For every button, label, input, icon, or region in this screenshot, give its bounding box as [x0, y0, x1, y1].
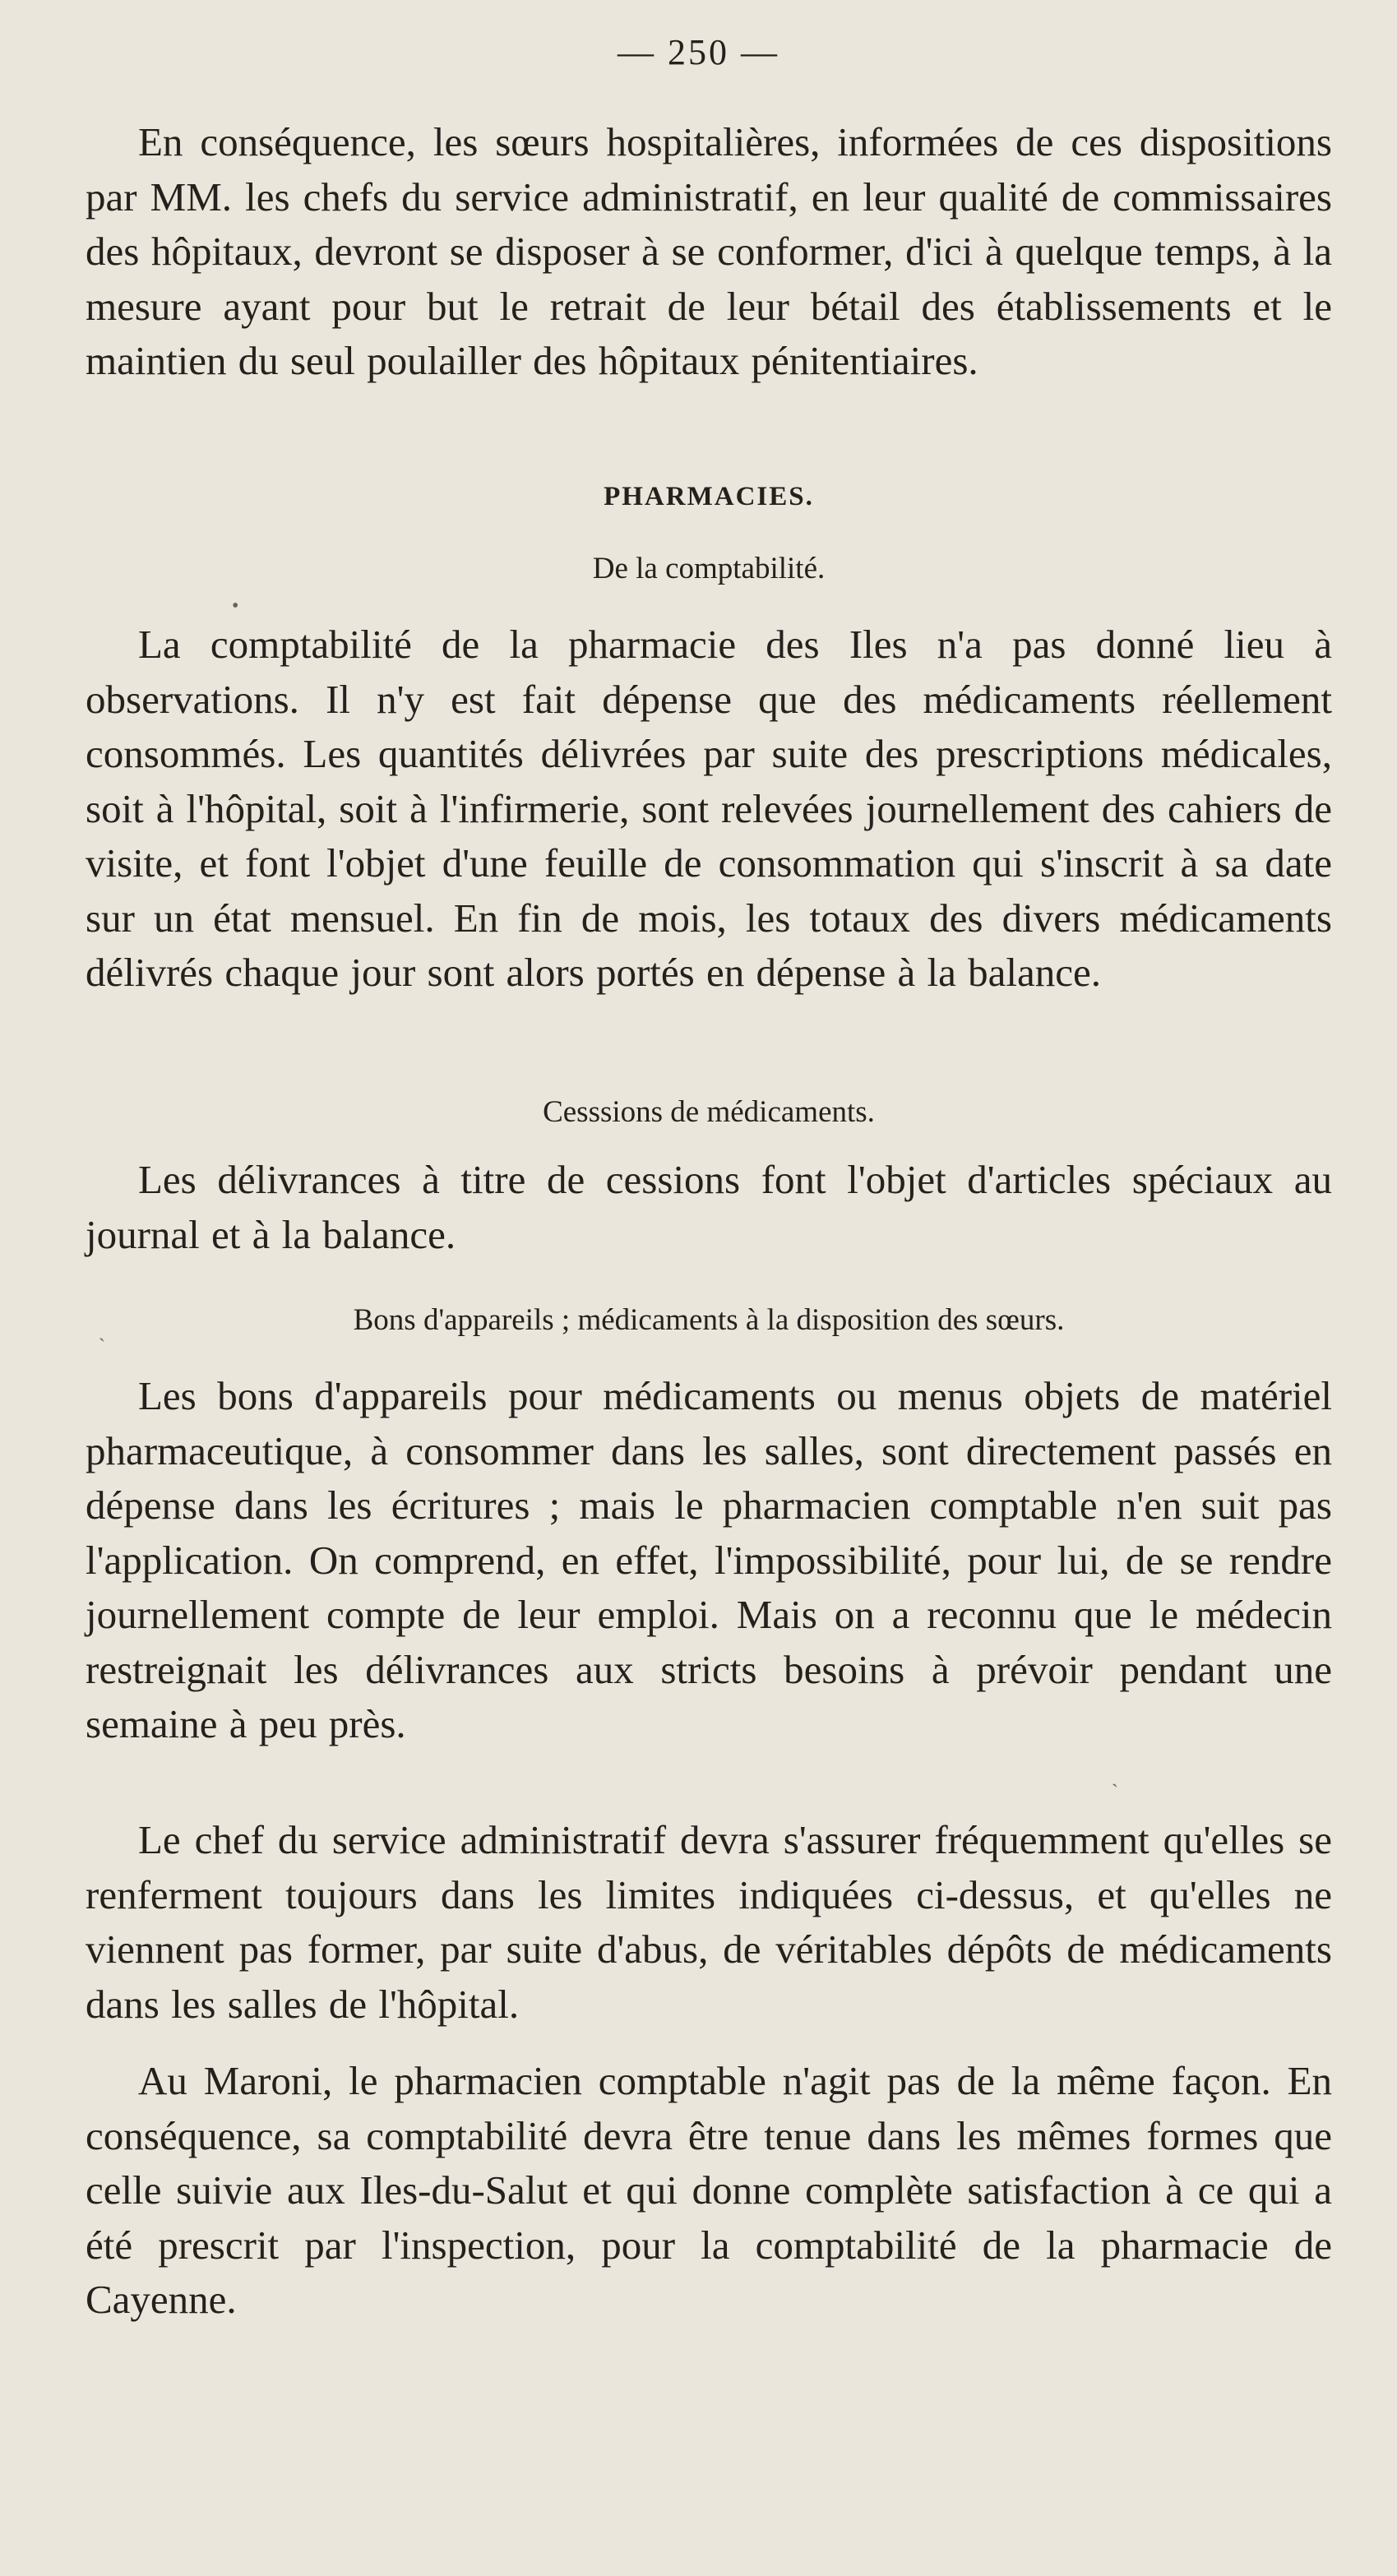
- sub-heading-cessions: [86, 1094, 1332, 1130]
- paragraph-bons-appareils: [86, 1369, 1332, 1752]
- paragraph-chef-service: [86, 1813, 1332, 2032]
- section-heading-pharmacies: [86, 482, 1332, 512]
- sub-heading-comptabilite: [86, 551, 1332, 586]
- paragraph-text: La comptabilité de la pharmacie des Iles n'a pas donné lieu à observations. Il n'y est fait dépense que des médicaments réellement consommés. Les quantités délivrées par suite des prescriptions médicales, soit à l'hôpital, soit à l'infirmerie, sont relevées journellement des cahiers de visite, et font l'objet d'une feuille de consommation qui s'inscrit à sa date sur un état mensuel. En fin de mois, les totaux des divers médicaments délivrés chaque jour sont alors portés en dépense à la balance.: [86, 622, 1332, 995]
- sub-heading-text: De la comptabilité.: [592, 552, 826, 585]
- sub-heading-bons-appareils: [86, 1302, 1332, 1338]
- paragraph-text: Les délivrances à titre de cessions font l'objet d'articles spéciaux au journal et à la balance.: [86, 1157, 1332, 1257]
- ink-dot-mark: •: [232, 595, 239, 617]
- paragraph-text: Les bons d'appareils pour médicaments ou menus objets de matériel pharmaceutique, à consommer dans les salles, sont directement passés en dépense dans les écritures ; mais le pharmacien comptable n'en suit pas l'application. On comprend, en effet, l'impossibilité, pour lui, de se rendre journellement compte de leur emploi. Mais on a reconnu que le médecin restreignait les délivrances aux stricts besoins à prévoir pendant une semaine à peu près.: [86, 1373, 1332, 1746]
- sub-heading-text: Cesssions de médicaments.: [543, 1095, 875, 1129]
- section-title: PHARMACIES.: [604, 482, 814, 511]
- page-number: — 250 —: [618, 32, 779, 72]
- paragraph-text: Le chef du service administratif devra s'assurer fréquemment qu'elles se renferment toujours dans les limites indiquées ci-dessus, et qu'elles ne viennent pas former, par suite d'abus, de véritables dépôts de médicaments dans les salles de l'hôpital.: [86, 1817, 1332, 2027]
- stray-mark: ˏ: [1112, 1766, 1118, 1787]
- paragraph-cessions: [86, 1153, 1332, 1262]
- paragraph-maroni: [86, 2054, 1332, 2328]
- paragraph-pharmacy-accounting: [86, 617, 1332, 1001]
- paragraph-text: Au Maroni, le pharmacien comptable n'agit pas de la même façon. En conséquence, sa comptabilité devra être tenue dans les mêmes formes que celle suivie aux Iles-du-Salut et qui donne complète satisfaction à ce qui a été prescrit par l'inspection, pour la comptabilité de la pharmacie de Cayenne.: [86, 2058, 1332, 2322]
- paragraph-text: En conséquence, les sœurs hospitalières, informées de ces dispositions par MM. les chefs du service administratif, en leur qualité de commissaires des hôpitaux, devront se disposer à se conformer, d'ici à quelque temps, à la mesure ayant pour but le retrait de leur bétail des établissements et le maintien du seul poulailler des hôpitaux pénitentiaires.: [86, 119, 1332, 383]
- stray-mark: ˎ: [99, 1320, 105, 1342]
- sub-heading-text: Bons d'appareils ; médicaments à la disposition des sœurs.: [353, 1303, 1065, 1337]
- paragraph-conclusion-hospital-livestock: [86, 115, 1332, 389]
